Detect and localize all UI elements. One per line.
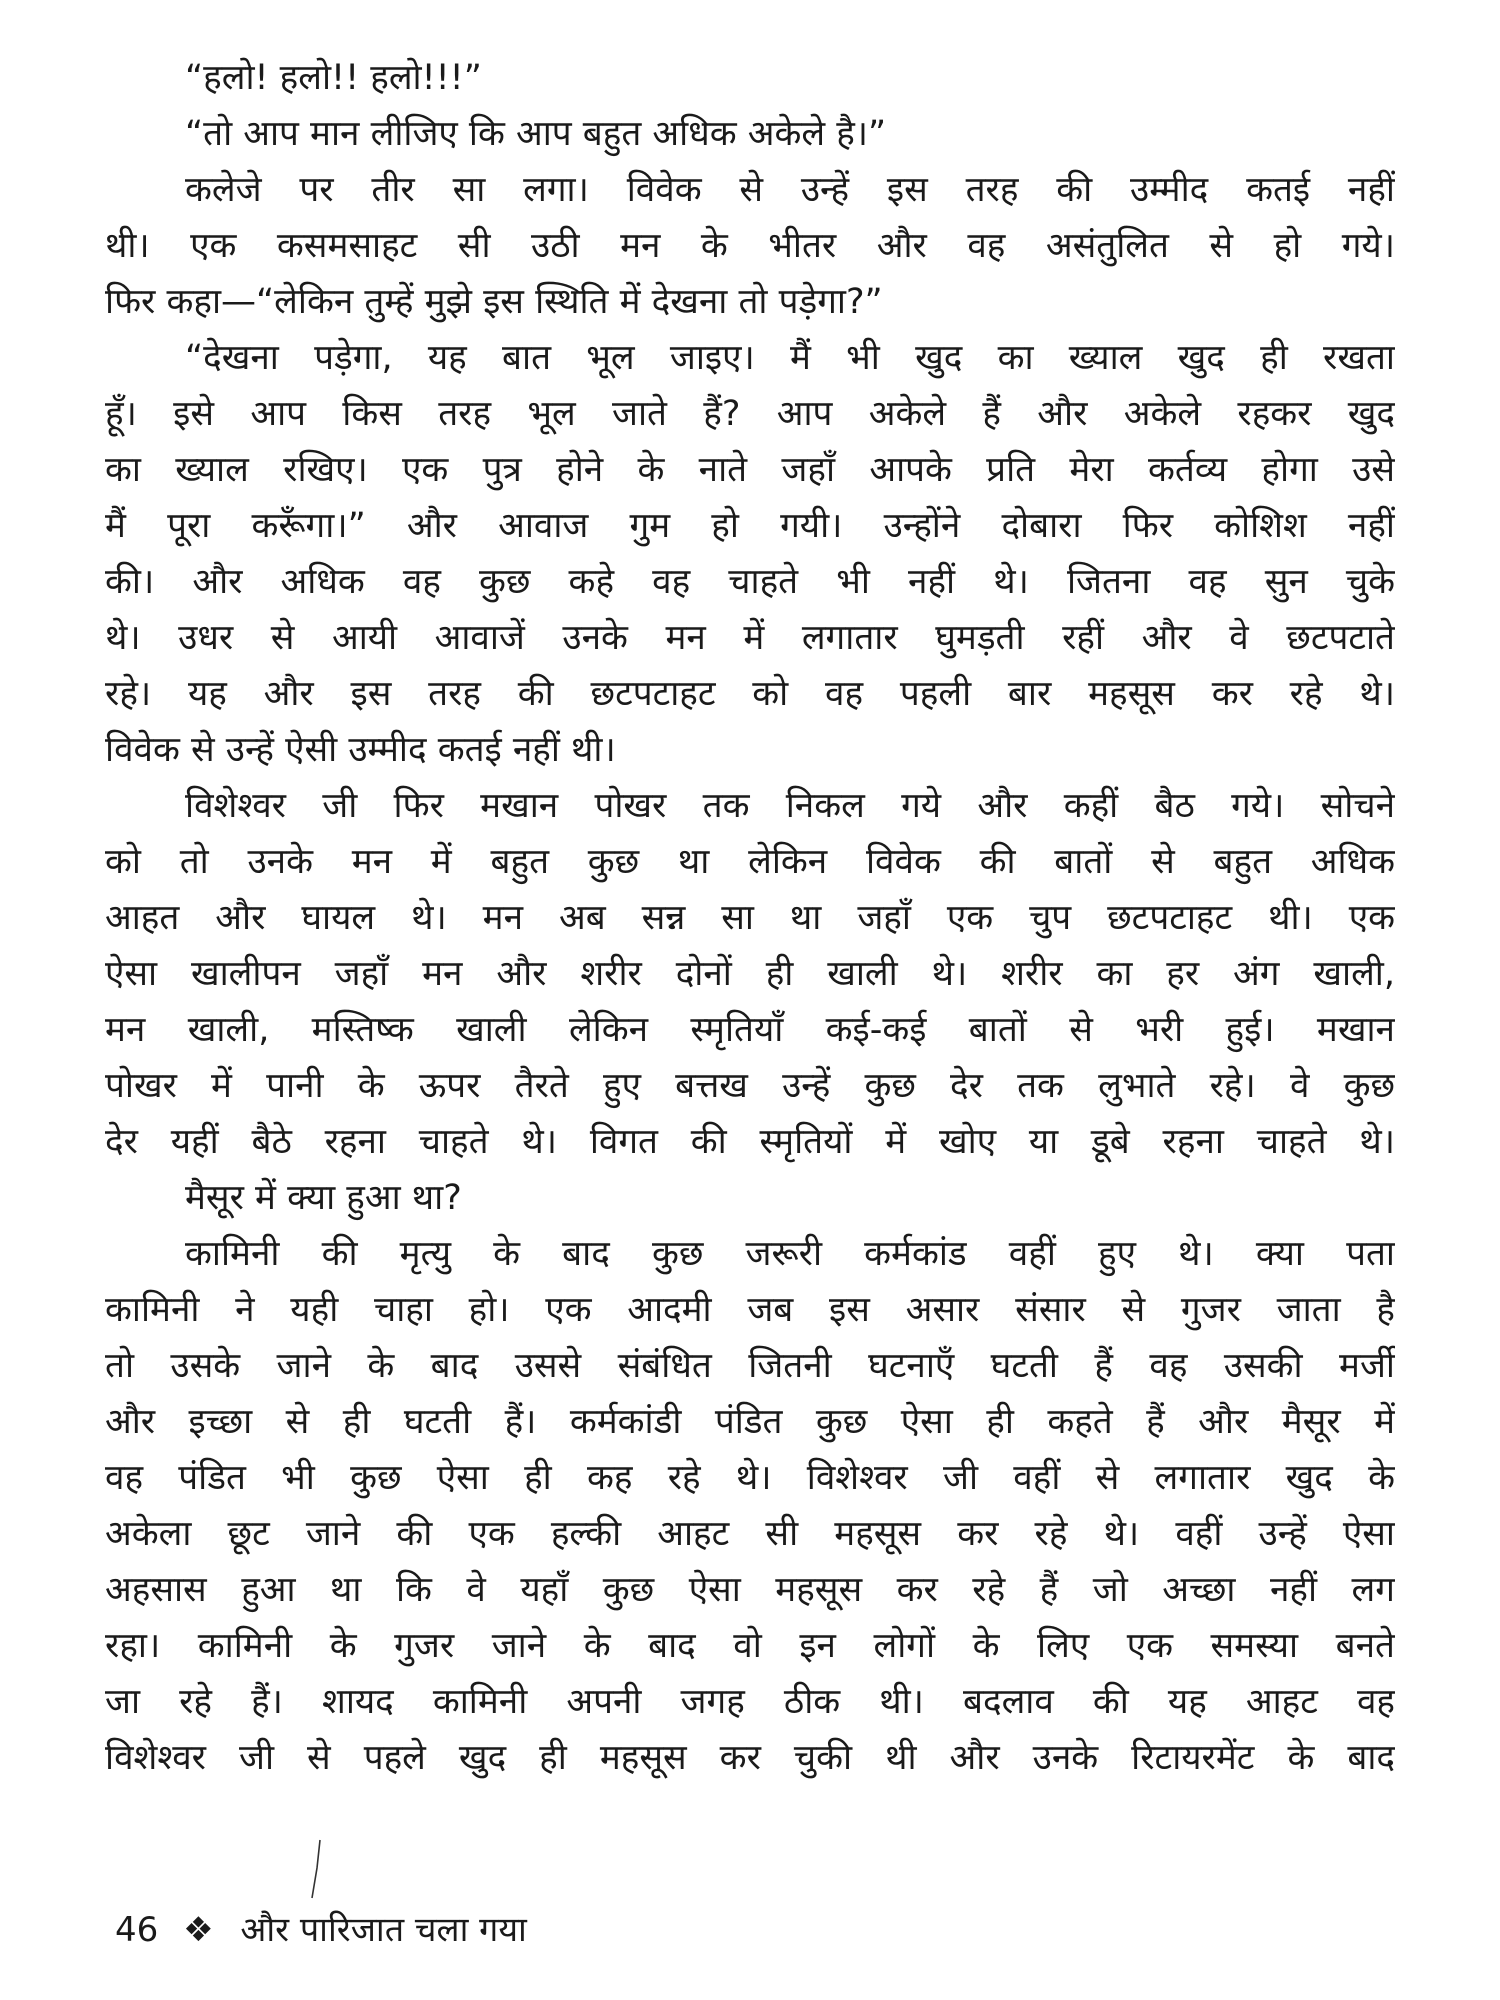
text-line: आहत और घायल थे। मन अब सन्न सा था जहाँ एक चुप छटपटाहट थी। एक	[105, 898, 1395, 938]
text-line: जा रहे हैं। शायद कामिनी अपनी जगह ठीक थी। बदलाव की यह आहट वह	[105, 1682, 1395, 1722]
text-line: विवेक से उन्हें ऐसी उम्मीद कतई नहीं थी।	[105, 730, 616, 770]
text-line: को तो उनके मन में बहुत कुछ था लेकिन विवेक की बातों से बहुत अधिक	[105, 842, 1395, 882]
text-line: अहसास हुआ था कि वे यहाँ कुछ ऐसा महसूस कर रहे हैं जो अच्छा नहीं लग	[105, 1570, 1395, 1610]
text-line: फिर कहा—“लेकिन तुम्हें मुझे इस स्थिति में देखना तो पड़ेगा?”	[105, 282, 883, 322]
text-line: रहा। कामिनी के गुजर जाने के बाद वो इन लोगों के लिए एक समस्या बनते	[105, 1626, 1395, 1666]
text-line: विशेश्वर जी फिर मखान पोखर तक निकल गये और कहीं बैठ गये। सोचने	[185, 786, 1395, 826]
page-footer	[115, 1905, 527, 1955]
text-line: रहे। यह और इस तरह की छटपटाहट को वह पहली बार महसूस कर रहे थे।	[105, 674, 1395, 714]
text-line: विशेश्वर जी से पहले खुद ही महसूस कर चुकी थी और उनके रिटायरमेंट के बाद	[105, 1738, 1395, 1778]
text-line: “तो आप मान लीजिए कि आप बहुत अधिक अकेले है।”	[185, 114, 887, 154]
text-line: थी। एक कसमसाहट सी उठी मन के भीतर और वह असंतुलित से हो गये।	[105, 226, 1395, 266]
text-line: और इच्छा से ही घटती हैं। कर्मकांडी पंडित कुछ ऐसा ही कहते हैं और मैसूर में	[105, 1402, 1395, 1442]
body-text	[105, 50, 1395, 1786]
text-line: की। और अधिक वह कुछ कहे वह चाहते भी नहीं थे। जितना वह सुन चुके	[105, 562, 1395, 602]
text-line: “देखना पड़ेगा, यह बात भूल जाइए। मैं भी खुद का ख्याल खुद ही रखता	[185, 338, 1395, 378]
text-line: देर यहीं बैठे रहना चाहते थे। विगत की स्मृतियों में खोए या डूबे रहना चाहते थे।	[105, 1122, 1395, 1162]
text-line: मैसूर में क्या हुआ था?	[185, 1178, 462, 1218]
text-line: का ख्याल रखिए। एक पुत्र होने के नाते जहाँ आपके प्रति मेरा कर्तव्य होगा उसे	[105, 450, 1395, 490]
text-line: तो उसके जाने के बाद उससे संबंधित जितनी घटनाएँ घटती हैं वह उसकी मर्जी	[105, 1346, 1395, 1386]
text-line: अकेला छूट जाने की एक हल्की आहट सी महसूस कर रहे थे। वहीं उन्हें ऐसा	[105, 1514, 1395, 1554]
book-title: और पारिजात चला गया	[240, 1910, 527, 1950]
text-line: कामिनी ने यही चाहा हो। एक आदमी जब इस असार संसार से गुजर जाता है	[105, 1290, 1395, 1330]
ornament-icon: ❖	[183, 1910, 214, 1950]
text-line: पोखर में पानी के ऊपर तैरते हुए बत्तख उन्हें कुछ देर तक लुभाते रहे। वे कुछ	[105, 1066, 1395, 1106]
text-line: थे। उधर से आयी आवाजें उनके मन में लगातार घुमड़ती रहीं और वे छटपटाते	[105, 618, 1395, 658]
text-line: ऐसा खालीपन जहाँ मन और शरीर दोनों ही खाली थे। शरीर का हर अंग खाली,	[105, 954, 1395, 994]
text-line: वह पंडित भी कुछ ऐसा ही कह रहे थे। विशेश्वर जी वहीं से लगातार खुद के	[105, 1458, 1395, 1498]
page-number: 46	[115, 1910, 159, 1950]
text-line: “हलो! हलो!! हलो!!!”	[185, 58, 482, 98]
pen-stroke-mark	[310, 1838, 322, 1900]
text-line: कामिनी की मृत्यु के बाद कुछ जरूरी कर्मकांड वहीं हुए थे। क्या पता	[185, 1234, 1395, 1274]
text-line: मैं पूरा करूँगा।” और आवाज गुम हो गयी। उन्होंने दोबारा फिर कोशिश नहीं	[105, 506, 1395, 546]
text-line: हूँ। इसे आप किस तरह भूल जाते हैं? आप अकेले हैं और अकेले रहकर खुद	[105, 394, 1395, 434]
text-line: कलेजे पर तीर सा लगा। विवेक से उन्हें इस तरह की उम्मीद कतई नहीं	[185, 170, 1395, 210]
text-line: मन खाली, मस्तिष्क खाली लेकिन स्मृतियाँ कई-कई बातों से भरी हुई। मखान	[105, 1010, 1395, 1050]
